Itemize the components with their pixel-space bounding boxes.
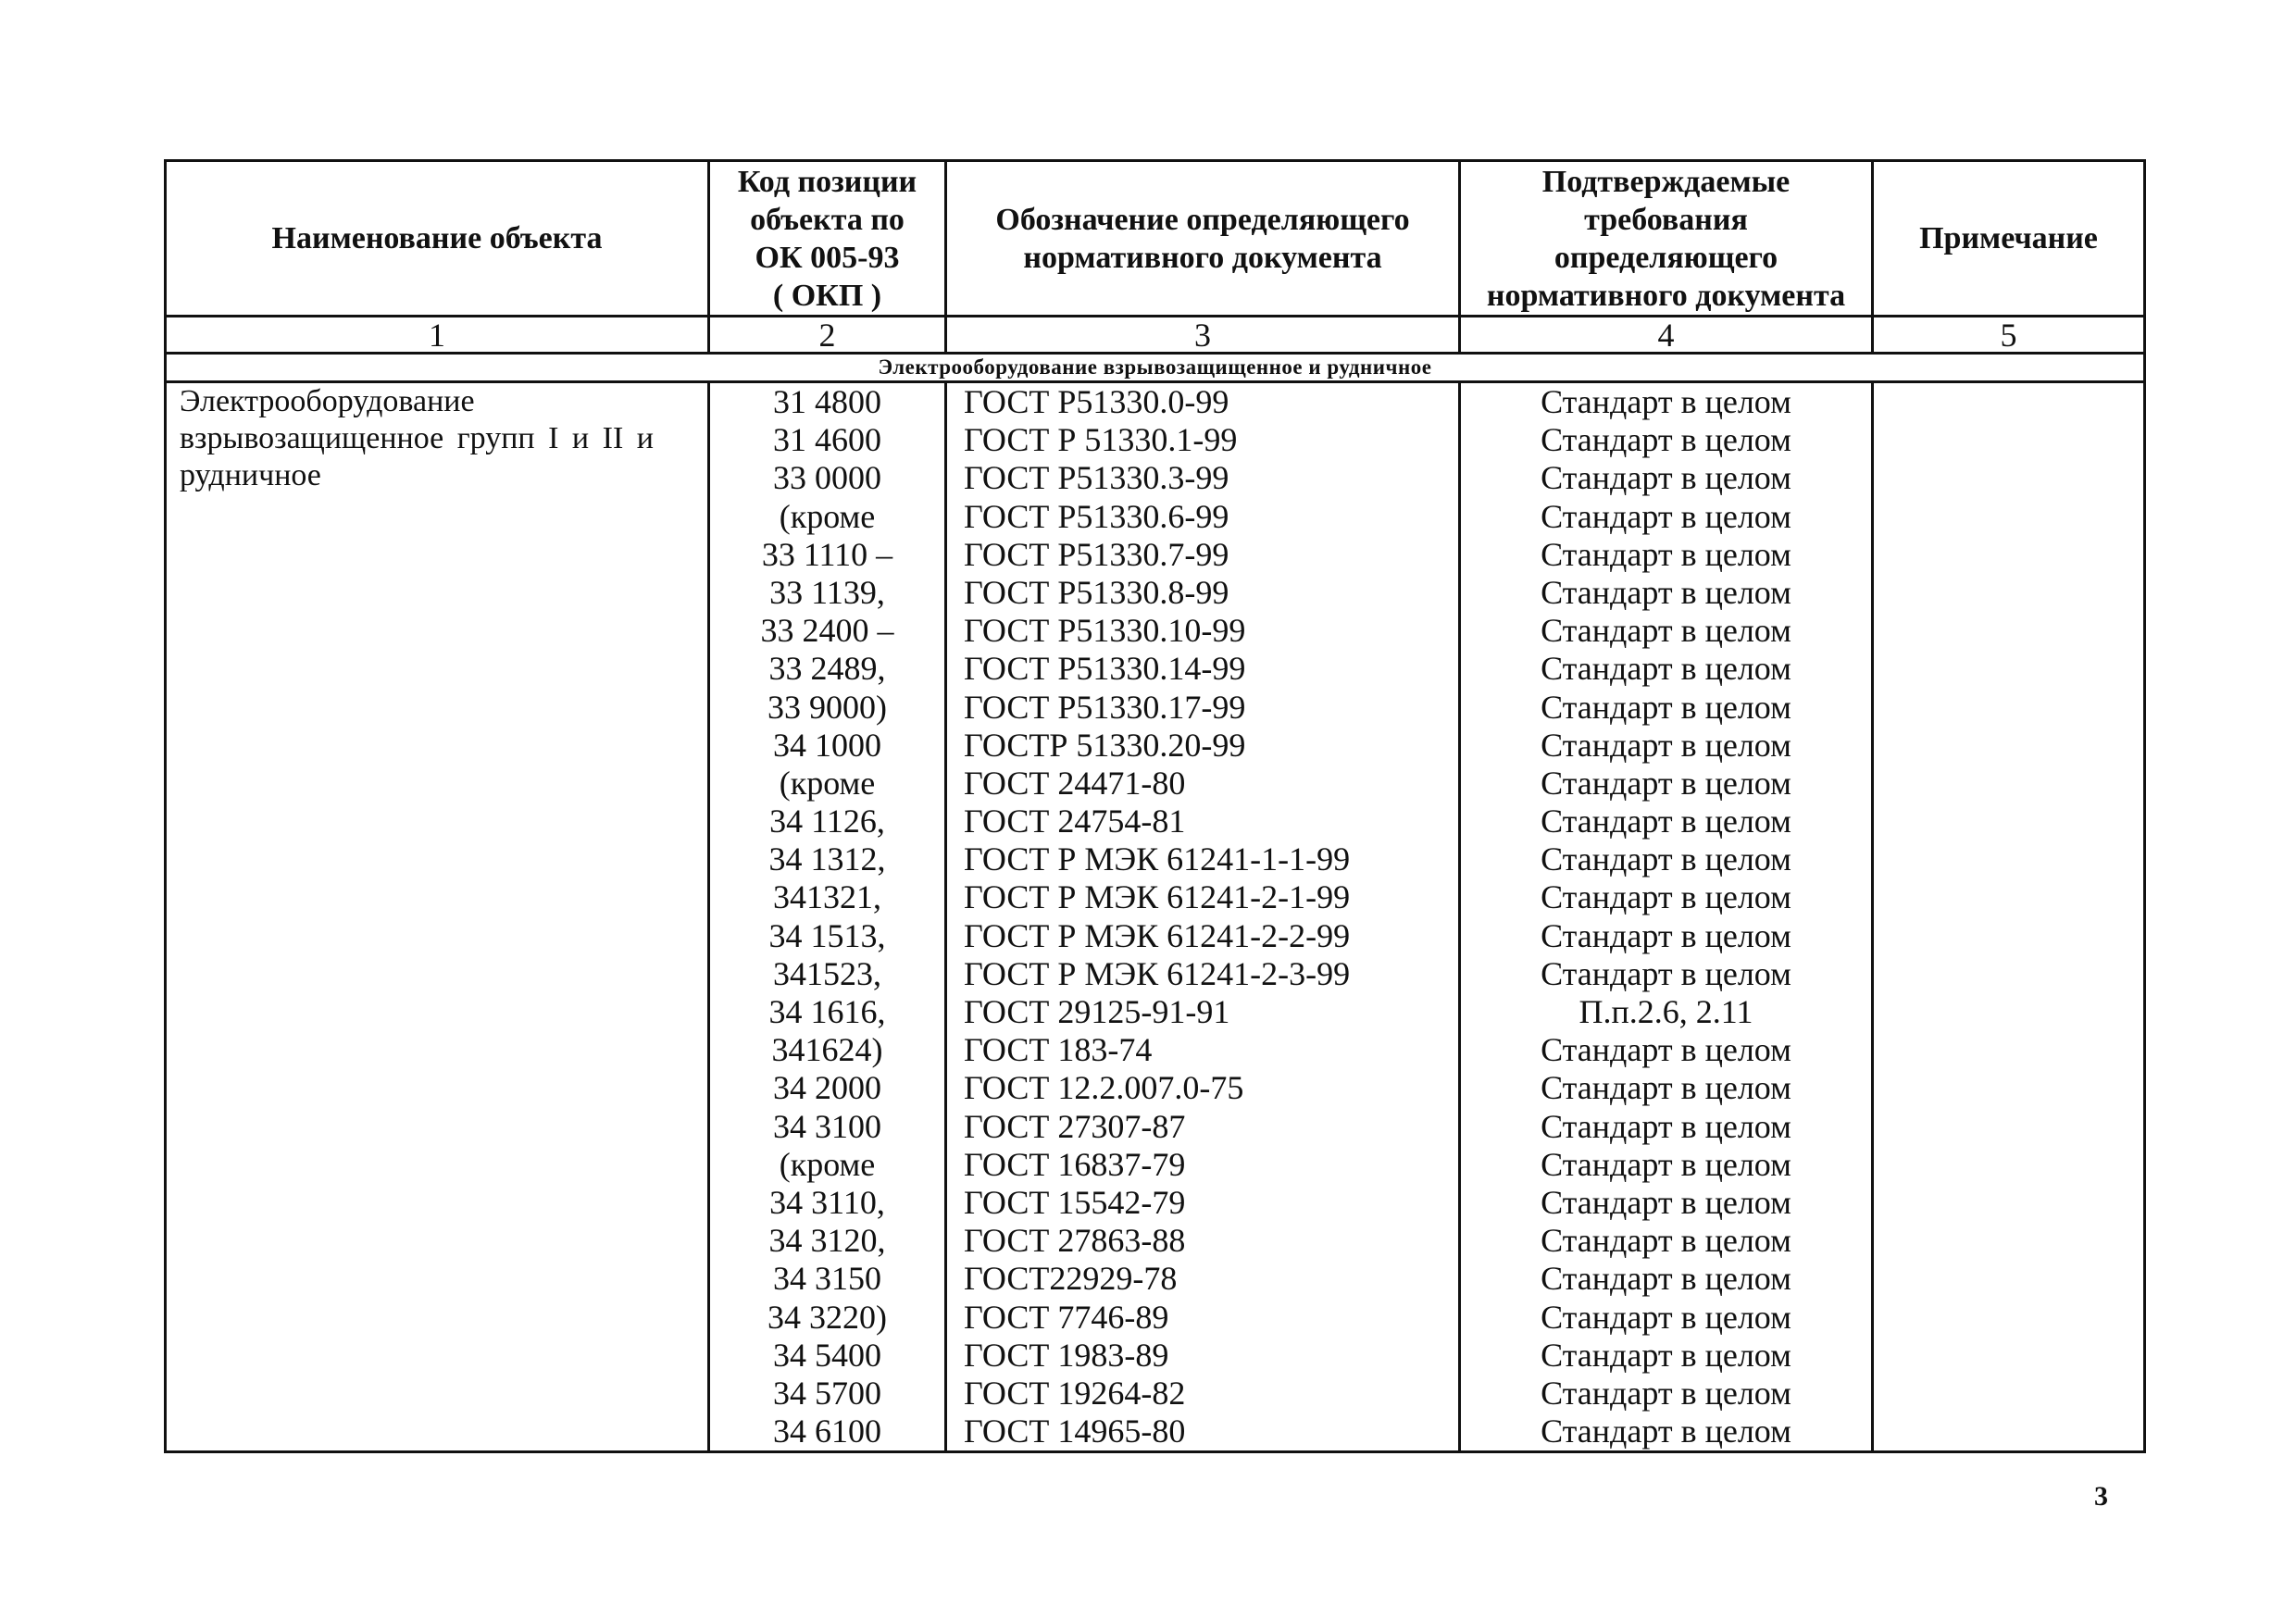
requirement-text: Стандарт в целом bbox=[1541, 1336, 1791, 1374]
requirement-text: Стандарт в целом bbox=[1541, 1222, 1791, 1260]
document-designation: ГОСТ Р МЭК 61241-1-1-99 bbox=[964, 840, 1351, 878]
okp-code: 34 3220) bbox=[767, 1298, 887, 1336]
okp-code: 34 2000 bbox=[773, 1069, 881, 1107]
okp-code: 341624) bbox=[771, 1031, 883, 1069]
document-designation: ГОСТ Р51330.3-99 bbox=[964, 459, 1229, 497]
okp-code: 33 1110 – bbox=[761, 535, 893, 573]
document-designation: ГОСТ Р51330.6-99 bbox=[964, 497, 1229, 535]
okp-code: 34 1616, bbox=[768, 993, 886, 1030]
requirement-text: Стандарт в целом bbox=[1541, 612, 1791, 650]
document-designation: ГОСТ 15542-79 bbox=[964, 1183, 1186, 1221]
document-designation: ГОСТ22929-78 bbox=[964, 1260, 1178, 1298]
okp-code: 34 1000 bbox=[773, 726, 881, 764]
requirement-text: Стандарт в целом bbox=[1541, 459, 1791, 497]
requirement-text: Стандарт в целом bbox=[1541, 764, 1791, 802]
header-object-name: Наименование объекта bbox=[166, 161, 709, 317]
header-row bbox=[166, 161, 2145, 317]
requirement-text: Стандарт в целом bbox=[1541, 1374, 1791, 1412]
document-designation: ГОСТ 7746-89 bbox=[964, 1298, 1169, 1336]
object-name-line: рудничное bbox=[180, 458, 321, 492]
okp-code: 34 1513, bbox=[768, 916, 886, 954]
document-designation: ГОСТ 12.2.007.0-75 bbox=[964, 1069, 1244, 1107]
document-designation: ГОСТ 14965-80 bbox=[964, 1413, 1186, 1450]
object-name-line: Электрооборудование bbox=[180, 384, 475, 418]
document-designation: ГОСТ Р51330.0-99 bbox=[964, 383, 1229, 420]
document-designation: ГОСТ Р МЭК 61241-2-3-99 bbox=[964, 954, 1351, 992]
requirement-text: Стандарт в целом bbox=[1541, 916, 1791, 954]
document-designation: ГОСТ 27863-88 bbox=[964, 1222, 1186, 1260]
okp-code: 33 0000 bbox=[773, 459, 881, 497]
document-designation: ГОСТР 51330.20-99 bbox=[964, 726, 1246, 764]
requirement-text: Стандарт в целом bbox=[1541, 1107, 1791, 1145]
requirement-text: Стандарт в целом bbox=[1541, 383, 1791, 420]
document-designation: ГОСТ Р51330.17-99 bbox=[964, 688, 1246, 726]
okp-code: 31 4800 bbox=[773, 383, 881, 420]
requirement-text: Стандарт в целом bbox=[1541, 726, 1791, 764]
table-row bbox=[166, 382, 2145, 1452]
requirement-text: Стандарт в целом bbox=[1541, 1145, 1791, 1183]
okp-code: 31 4600 bbox=[773, 421, 881, 459]
okp-code: 34 1126, bbox=[769, 803, 885, 840]
okp-code: 34 3120, bbox=[768, 1222, 886, 1260]
requirement-text: Стандарт в целом bbox=[1541, 1260, 1791, 1298]
requirement-text: Стандарт в целом bbox=[1541, 954, 1791, 992]
column-number: 4 bbox=[1460, 317, 1873, 354]
okp-code: 34 5700 bbox=[773, 1374, 881, 1412]
okp-code: 34 3100 bbox=[773, 1107, 881, 1145]
okp-code: 33 1139, bbox=[769, 573, 885, 611]
object-name-cell bbox=[166, 382, 709, 1452]
section-title: Электрооборудование взрывозащищенное и рудничное bbox=[166, 354, 2145, 382]
document-designation: ГОСТ Р51330.8-99 bbox=[964, 573, 1229, 611]
header-document: Обозначение определяющего нормативного документа bbox=[946, 161, 1460, 317]
requirement-text: Стандарт в целом bbox=[1541, 1413, 1791, 1450]
requirement-text: Стандарт в целом bbox=[1541, 421, 1791, 459]
column-number: 1 bbox=[166, 317, 709, 354]
requirements-cell bbox=[1460, 382, 1873, 1452]
page-number: 3 bbox=[2094, 1481, 2108, 1512]
document-designation: ГОСТ Р 51330.1-99 bbox=[964, 421, 1238, 459]
requirement-text: Стандарт в целом bbox=[1541, 573, 1791, 611]
requirement-text: Стандарт в целом bbox=[1541, 535, 1791, 573]
header-okp-code: Код позиции объекта по ОК 005-93 ( ОКП ) bbox=[709, 161, 946, 317]
document-designation: ГОСТ Р МЭК 61241-2-1-99 bbox=[964, 878, 1351, 916]
document-designation: ГОСТ Р МЭК 61241-2-2-99 bbox=[964, 916, 1351, 954]
okp-code: 34 5400 bbox=[773, 1336, 881, 1374]
requirement-text: Стандарт в целом bbox=[1541, 1031, 1791, 1069]
okp-code: 34 3150 bbox=[773, 1260, 881, 1298]
document-designation: ГОСТ 183-74 bbox=[964, 1031, 1153, 1069]
document-designation: ГОСТ 29125-91-91 bbox=[964, 993, 1230, 1030]
okp-code: (кроме bbox=[779, 764, 876, 802]
document-designation: ГОСТ 24754-81 bbox=[964, 803, 1186, 840]
okp-code: 33 2489, bbox=[768, 650, 886, 688]
requirement-text: Стандарт в целом bbox=[1541, 650, 1791, 688]
documents-cell bbox=[946, 382, 1460, 1452]
object-name-line: взрывозащищенное групп I и II и bbox=[180, 421, 654, 455]
document-designation: ГОСТ Р51330.14-99 bbox=[964, 650, 1246, 688]
column-number: 2 bbox=[709, 317, 946, 354]
column-number: 3 bbox=[946, 317, 1460, 354]
okp-code: 33 2400 – bbox=[760, 612, 894, 650]
requirement-text: Стандарт в целом bbox=[1541, 840, 1791, 878]
requirement-text: Стандарт в целом bbox=[1541, 1298, 1791, 1336]
okp-codes-cell bbox=[709, 382, 946, 1452]
header-requirements: Подтверждаемые требования определяющего нормативного документа bbox=[1460, 161, 1873, 317]
document-designation: ГОСТ 19264-82 bbox=[964, 1374, 1186, 1412]
header-note: Примечание bbox=[1873, 161, 2145, 317]
document-designation: ГОСТ 27307-87 bbox=[964, 1107, 1186, 1145]
requirement-text: Стандарт в целом bbox=[1541, 1183, 1791, 1221]
document-designation: ГОСТ 16837-79 bbox=[964, 1145, 1186, 1183]
requirement-text: Стандарт в целом bbox=[1541, 688, 1791, 726]
column-number-row bbox=[166, 317, 2145, 354]
document-designation: ГОСТ Р51330.7-99 bbox=[964, 535, 1229, 573]
okp-code: 34 1312, bbox=[768, 840, 886, 878]
note-cell bbox=[1873, 382, 2145, 1452]
requirement-text: Стандарт в целом bbox=[1541, 497, 1791, 535]
document-designation: ГОСТ 1983-89 bbox=[964, 1336, 1169, 1374]
document-designation: ГОСТ Р51330.10-99 bbox=[964, 612, 1246, 650]
okp-code: 34 6100 bbox=[773, 1413, 881, 1450]
document-designation: ГОСТ 24471-80 bbox=[964, 764, 1186, 802]
requirements-table bbox=[164, 159, 2146, 1453]
requirement-text: Стандарт в целом bbox=[1541, 1069, 1791, 1107]
okp-code: 33 9000) bbox=[767, 688, 887, 726]
okp-code: 34 3110, bbox=[769, 1183, 885, 1221]
okp-code: 341321, bbox=[773, 878, 881, 916]
okp-code: 341523, bbox=[773, 954, 881, 992]
requirement-text: П.п.2.6, 2.11 bbox=[1578, 993, 1753, 1030]
okp-code: (кроме bbox=[779, 1145, 876, 1183]
requirement-text: Стандарт в целом bbox=[1541, 803, 1791, 840]
okp-code: (кроме bbox=[779, 497, 876, 535]
column-number: 5 bbox=[1873, 317, 2145, 354]
requirement-text: Стандарт в целом bbox=[1541, 878, 1791, 916]
section-row bbox=[166, 354, 2145, 382]
